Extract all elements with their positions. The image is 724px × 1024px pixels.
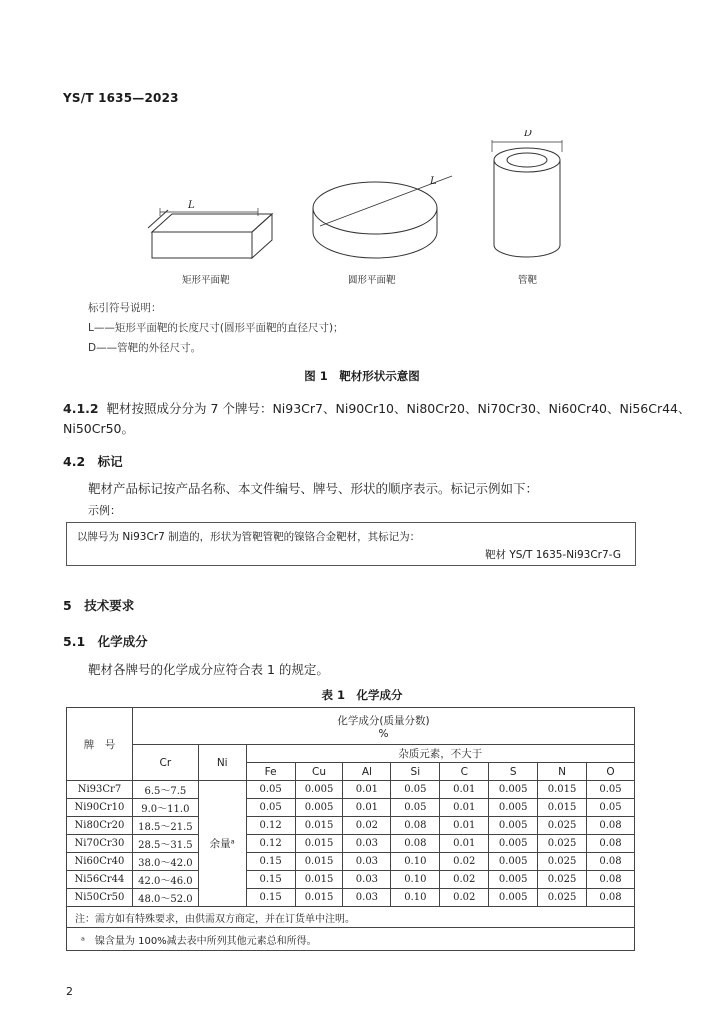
al-cell: 0.03	[343, 889, 391, 907]
n-cell: 0.025	[538, 817, 587, 835]
table-note: 注：需方如有特殊要求，由供需双方商定，并在订货单中注明。	[67, 907, 635, 928]
fe-cell: 0.15	[246, 889, 295, 907]
al-cell: 0.01	[343, 781, 391, 799]
table-footnote: ᵃ 镍含量为 100%减去表中所列其他元素总和所得。	[67, 928, 635, 951]
example-line-1: 以牌号为 Ni93Cr7 制造的，形状为管靶管靶的镍铬合金靶材，其标记为：	[77, 531, 421, 543]
cr-cell: 42.0～46.0	[132, 871, 198, 889]
header-composition-label: 化学成分(质量分数)	[337, 714, 430, 727]
s-cell: 0.005	[489, 817, 538, 835]
si-cell: 0.08	[391, 835, 440, 853]
fe-cell: 0.05	[246, 799, 295, 817]
header-element-cu: Cu	[295, 763, 343, 781]
si-cell: 0.10	[391, 889, 440, 907]
cr-cell: 9.0～11.0	[132, 799, 198, 817]
table-row	[67, 889, 635, 907]
circle-caption: 圆形平面靶	[348, 275, 396, 286]
fe-cell: 0.12	[246, 817, 295, 835]
s-cell: 0.005	[489, 799, 538, 817]
grade-cell: Ni70Cr30	[67, 835, 133, 853]
legend-item-d: D——管靶的外径尺寸。	[88, 342, 202, 354]
header-impurity: 杂质元素，不大于	[246, 745, 634, 763]
chemical-composition-table	[66, 707, 635, 951]
s-cell: 0.005	[489, 835, 538, 853]
header-ni: Ni	[198, 745, 246, 781]
o-cell: 0.05	[587, 781, 635, 799]
o-cell: 0.08	[587, 817, 635, 835]
n-cell: 0.015	[538, 799, 587, 817]
o-cell: 0.08	[587, 835, 635, 853]
grade-cell: Ni50Cr50	[67, 889, 133, 907]
header-element-fe: Fe	[246, 763, 295, 781]
rect-dim-label: L	[188, 200, 195, 211]
al-cell: 0.03	[343, 835, 391, 853]
ni-balance-cell: 余量ᵃ	[198, 781, 246, 907]
table-row	[67, 781, 635, 799]
header-element-s: S	[489, 763, 538, 781]
cr-cell: 6.5～7.5	[132, 781, 198, 799]
o-cell: 0.08	[587, 871, 635, 889]
standard-number: YS/T 1635—2023	[63, 91, 179, 105]
c-cell: 0.01	[440, 799, 489, 817]
header-element-al: Al	[343, 763, 391, 781]
table-1-title: 表 1 化学成分	[321, 688, 403, 702]
cr-cell: 18.5～21.5	[132, 817, 198, 835]
fe-cell: 0.05	[246, 781, 295, 799]
cu-cell: 0.005	[295, 799, 343, 817]
cr-cell: 48.0～52.0	[132, 889, 198, 907]
si-cell: 0.10	[391, 871, 440, 889]
fe-cell: 0.15	[246, 853, 295, 871]
si-cell: 0.10	[391, 853, 440, 871]
clause-4-1-2-text-cont: Ni50Cr50。	[63, 421, 135, 436]
c-cell: 0.01	[440, 781, 489, 799]
page-number: 2	[66, 985, 73, 998]
o-cell: 0.08	[587, 853, 635, 871]
s-cell: 0.005	[489, 871, 538, 889]
si-cell: 0.05	[391, 799, 440, 817]
c-cell: 0.01	[440, 817, 489, 835]
figure-title: 图 1 靶材形状示意图	[304, 369, 420, 383]
al-cell: 0.01	[343, 799, 391, 817]
n-cell: 0.025	[538, 853, 587, 871]
target-shapes-figure	[140, 130, 580, 290]
n-cell: 0.015	[538, 781, 587, 799]
c-cell: 0.02	[440, 853, 489, 871]
tube-dim-label: D	[524, 130, 533, 139]
si-cell: 0.08	[391, 817, 440, 835]
header-unit: %	[378, 727, 389, 740]
table-row	[67, 799, 635, 817]
clause-4-1-2-text: 靶材按照成分分为 7 个牌号：Ni93Cr7、Ni90Cr10、Ni80Cr20、Ni70Cr30、Ni60Cr40、Ni56Cr44、	[106, 401, 691, 416]
n-cell: 0.025	[538, 871, 587, 889]
example-box	[66, 522, 636, 566]
al-cell: 0.03	[343, 871, 391, 889]
header-composition	[132, 708, 634, 745]
cu-cell: 0.015	[295, 853, 343, 871]
grade-cell: Ni93Cr7	[67, 781, 133, 799]
section-5-heading: 5 技术要求	[63, 598, 135, 613]
n-cell: 0.025	[538, 835, 587, 853]
al-cell: 0.03	[343, 853, 391, 871]
c-cell: 0.02	[440, 871, 489, 889]
fe-cell: 0.12	[246, 835, 295, 853]
si-cell: 0.05	[391, 781, 440, 799]
tube-target-drawing	[492, 140, 562, 257]
circular-target-drawing	[313, 176, 452, 258]
header-element-o: O	[587, 763, 635, 781]
header-cr: Cr	[132, 745, 198, 781]
table-row	[67, 871, 635, 889]
o-cell: 0.05	[587, 799, 635, 817]
table-row	[67, 853, 635, 871]
s-cell: 0.005	[489, 889, 538, 907]
header-element-n: N	[538, 763, 587, 781]
table-row	[67, 817, 635, 835]
section-4-2-heading: 4.2 标记	[63, 454, 123, 469]
header-element-si: Si	[391, 763, 440, 781]
clause-4-1-2-number: 4.1.2	[63, 401, 99, 416]
al-cell: 0.02	[343, 817, 391, 835]
cu-cell: 0.005	[295, 781, 343, 799]
legend-item-l: L——矩形平面靶的长度尺寸(圆形平面靶的直径尺寸)；	[88, 322, 344, 334]
grade-cell: Ni90Cr10	[67, 799, 133, 817]
n-cell: 0.025	[538, 889, 587, 907]
cu-cell: 0.015	[295, 889, 343, 907]
cu-cell: 0.015	[295, 817, 343, 835]
c-cell: 0.01	[440, 835, 489, 853]
example-line-2: 靶材 YS/T 1635-Ni93Cr7-G	[485, 549, 621, 561]
clause-4-1-2	[63, 399, 691, 417]
header-element-c: C	[440, 763, 489, 781]
grade-cell: Ni60Cr40	[67, 853, 133, 871]
cu-cell: 0.015	[295, 871, 343, 889]
section-5-1-text: 靶材各牌号的化学成分应符合表 1 的规定。	[88, 662, 329, 677]
table-row	[67, 835, 635, 853]
example-label: 示例：	[88, 504, 121, 517]
s-cell: 0.005	[489, 853, 538, 871]
section-4-2-text: 靶材产品标记按产品名称、本文件编号、牌号、形状的顺序表示。标记示例如下：	[88, 481, 539, 496]
legend-title: 标引符号说明：	[88, 302, 162, 314]
header-grade: 牌 号	[67, 708, 133, 781]
section-5-1-heading: 5.1 化学成分	[63, 634, 148, 649]
grade-cell: Ni80Cr20	[67, 817, 133, 835]
cr-cell: 38.0～42.0	[132, 853, 198, 871]
cu-cell: 0.015	[295, 835, 343, 853]
circle-dim-label: L	[430, 176, 437, 187]
cr-cell: 28.5～31.5	[132, 835, 198, 853]
c-cell: 0.02	[440, 889, 489, 907]
fe-cell: 0.15	[246, 871, 295, 889]
rectangular-target-drawing	[148, 208, 272, 258]
rect-caption: 矩形平面靶	[182, 275, 230, 286]
o-cell: 0.08	[587, 889, 635, 907]
tube-caption: 管靶	[518, 275, 538, 286]
s-cell: 0.005	[489, 781, 538, 799]
grade-cell: Ni56Cr44	[67, 871, 133, 889]
